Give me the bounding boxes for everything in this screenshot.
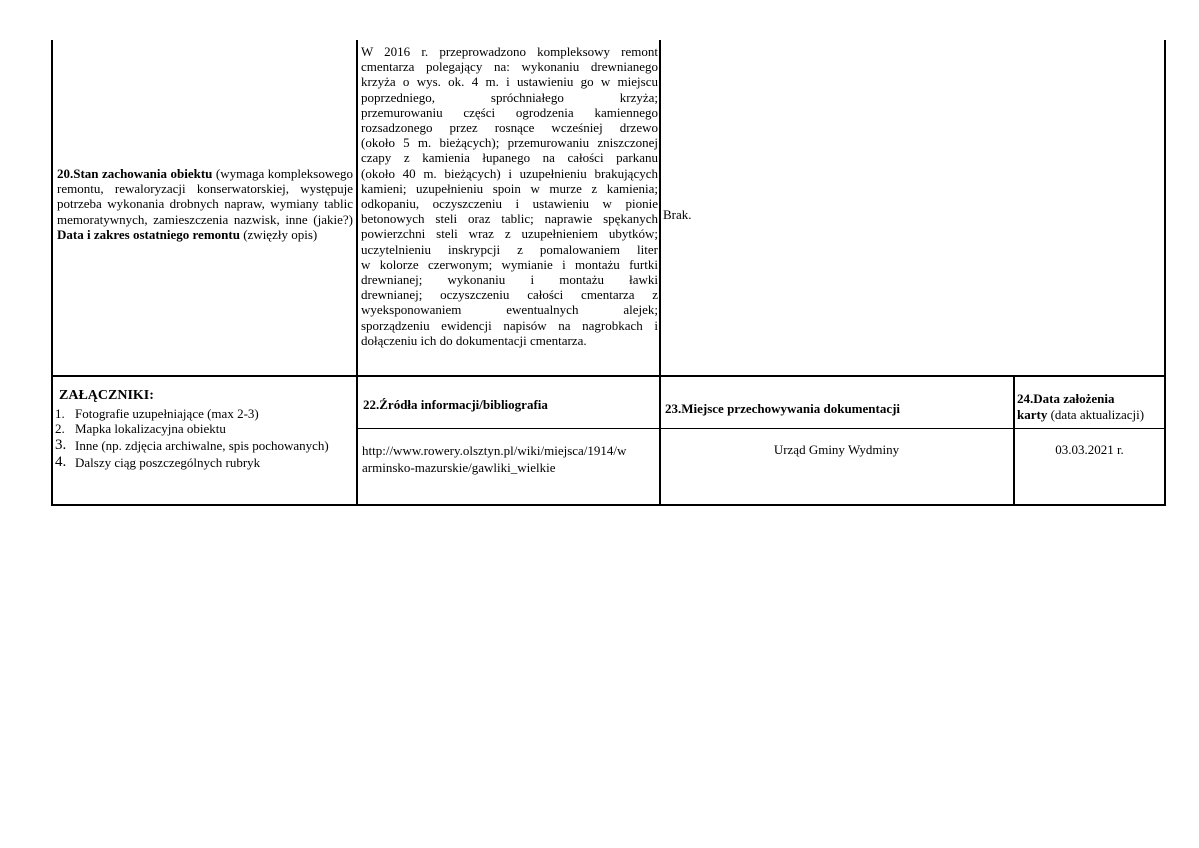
- col-divider-1: [356, 40, 358, 506]
- description-line: dołączeniu ich do dokumentacji cmentarza.: [361, 332, 587, 348]
- description-line: cmentarza polegający na: wykonaniu drewnianego: [361, 59, 658, 75]
- row-20-label-rest: (wymaga kompleksowego remontu, rewaloryzacji konserwatorskiej, występuje potrzeba wykonania drobnych napraw, wymiany tablic memoratywnych, zamieszczenia nazwisk, inne (jakie?): [57, 166, 353, 227]
- row-20-label: [57, 166, 353, 242]
- attachments-title: ZAŁĄCZNIKI:: [59, 388, 154, 403]
- row-20-label2-bold: Data i zakres ostatniego remontu: [57, 226, 240, 242]
- table-border-left: [51, 40, 53, 506]
- record-table: [51, 40, 1166, 506]
- sources-header: 22.Źródła informacji/bibliografia: [363, 397, 548, 412]
- row-20-description: [361, 44, 658, 348]
- attachments-list: [55, 406, 355, 470]
- list-item: 3. Inne (np. zdjęcia archiwalne, spis pochowanych): [55, 437, 329, 453]
- sources-value: http://www.rowery.olsztyn.pl/wiki/miejsca/1914/w arminsko-mazurskie/gawliki_wielkie: [362, 443, 627, 475]
- description-line: betonowych steli oraz tablic; naprawie spękanych: [361, 211, 658, 227]
- list-item: 2. Mapka lokalizacyjna obiektu: [55, 421, 226, 436]
- list-item: 4. Dalszy ciąg poszczególnych rubryk: [55, 454, 261, 470]
- description-line: rozsadzonego przez rosnące wcześniej drzewo: [361, 120, 658, 136]
- row-divider-top-section: [51, 375, 1166, 377]
- row-divider-attachments-header: [357, 428, 1165, 429]
- table-border-right: [1164, 40, 1166, 506]
- date-value: 03.03.2021 r.: [1055, 442, 1124, 457]
- description-line: uczytelnieniu inskrypcji z pomalowaniem liter: [361, 241, 658, 257]
- row-20-value: Brak.: [663, 207, 692, 222]
- storage-value: Urząd Gminy Wydminy: [773, 442, 900, 457]
- description-line: krzyża o wys. ok. 4 m. i ustawieniu go w miejscu: [361, 74, 658, 90]
- description-line: (około 40 m. bieżących) i uzupełnieniu brakujących: [361, 165, 658, 181]
- description-line: drewnianej; wykonaniu i montażu ławki: [361, 272, 658, 288]
- row-20-label2-rest: (zwięzły opis): [239, 226, 318, 242]
- col-divider-2: [659, 40, 661, 506]
- list-item: 1. Fotografie uzupełniające (max 2-3): [55, 406, 259, 421]
- description-line: W 2016 r. przeprowadzono kompleksowy remont: [361, 44, 658, 59]
- row-20-label-bold: 20.Stan zachowania obiektu: [57, 166, 213, 181]
- description-line: przemurowaniu części ogrodzenia kamiennego: [361, 104, 658, 120]
- description-line: sporządzeniu ewidencji napisów na nagrobkach i: [361, 317, 658, 333]
- description-line: wyeksponowaniem ewentualnych alejek;: [361, 302, 658, 318]
- description-line: (około 5 m. bieżących); przemurowaniu zniszczonej: [361, 135, 658, 151]
- description-line: czapy z kamienia łupanego na całości parkanu: [361, 150, 658, 166]
- description-line: powierzchni steli wraz z uzupełnieniem ubytków;: [361, 226, 658, 242]
- description-line: kamieni; uzupełnieniu spoin w murze z kamienia;: [361, 180, 658, 196]
- description-line: odkopaniu, oczyszczeniu i ustawieniu w pionie: [361, 196, 658, 212]
- description-line: w kolorze czerwonym; wymianie i montażu furtki: [361, 256, 658, 272]
- description-line: poprzedniego, spróchniałego krzyża;: [361, 89, 658, 105]
- table-border-bottom: [51, 504, 1166, 506]
- storage-header: 23.Miejsce przechowywania dokumentacji: [665, 401, 901, 416]
- description-line: drewnianej; oczyszczeniu całości cmentarza z: [361, 287, 658, 303]
- date-header: 24.Data założenia karty (data aktualizacji): [1017, 391, 1145, 422]
